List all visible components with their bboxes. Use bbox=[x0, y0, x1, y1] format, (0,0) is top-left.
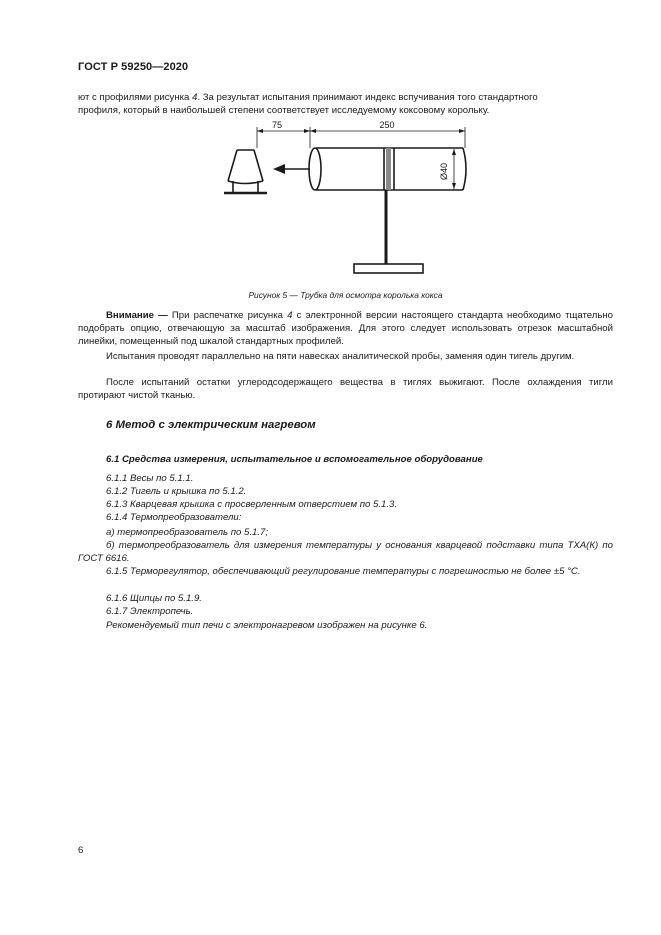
crucible-shape bbox=[224, 150, 267, 193]
figure-5-tube-drawing bbox=[215, 118, 475, 283]
intro-text-b: . За результат испытания принимают индекс вспучивания того стандартного bbox=[197, 92, 538, 103]
intro-line-2: профиля, который в наибольшей степени соответствует исследуемому коксовому корольку. bbox=[78, 105, 490, 116]
dimension-label-diameter: Ø40 bbox=[439, 162, 449, 180]
dimension-line-diameter bbox=[452, 149, 456, 189]
intro-text-a: ют с профилями рисунка bbox=[78, 92, 193, 103]
paragraph-parallel: Испытания проводят параллельно на пяти навесках аналитической пробы, заменяя один тигель другим. bbox=[106, 351, 575, 362]
list-item: Рекомендуемый тип печи с электронагревом изображен на рисунке 6. bbox=[106, 620, 428, 631]
list-item: 6.1.7 Электропечь. bbox=[106, 606, 194, 617]
note-paragraph bbox=[78, 309, 613, 348]
list-item: а) термопреобразователь по 5.1.7; bbox=[106, 527, 269, 538]
direction-arrow bbox=[273, 164, 310, 174]
paragraph-after: После испытаний остатки углеродсодержащего вещества в тиглях выжигают. После охлаждения тигли протирают чистой тканью. bbox=[78, 377, 613, 401]
list-item: б) термопреобразователь для измерения температуры у основания кварцевой подставки типа ТХА(К) по ГОСТ 6616. bbox=[78, 540, 613, 564]
intro-line-1 bbox=[78, 91, 613, 104]
section-title: 6 Метод с электрическим нагревом bbox=[106, 419, 316, 431]
note-label: Внимание — bbox=[106, 310, 168, 321]
list-item: 6.1.2 Тигель и крышка по 5.1.2. bbox=[106, 486, 247, 497]
list-item: 6.1.5 Терморегулятор, обеспечивающий регулирование температуры с погрешностью не более ±5 °С. bbox=[106, 566, 581, 577]
note-figure-ref: 4 bbox=[287, 310, 293, 321]
tube-stand bbox=[354, 190, 423, 273]
dimension-line-75 bbox=[257, 127, 310, 148]
dimension-label-250: 250 bbox=[379, 120, 395, 130]
dimension-line-250 bbox=[310, 127, 465, 148]
dimension-label-75: 75 bbox=[271, 120, 283, 130]
page-number: 6 bbox=[78, 845, 84, 856]
list-item: 6.1.6 Щипцы по 5.1.9. bbox=[106, 593, 202, 604]
note-text-b: с электронной версии настоящего стандарта необходимо тщательно подобрать опцию, отвечающую за масштаб изображения. Для этого следует использовать отрезок масштабной линейки, помещенный под шкалой стандартных профилей. bbox=[78, 310, 614, 347]
subsection-title: 6.1 Средства измерения, испытательное и вспомогательное оборудование bbox=[106, 454, 483, 465]
document-header: ГОСТ Р 59250—2020 bbox=[78, 61, 189, 73]
note-text-a: При распечатке рисунка bbox=[167, 310, 288, 321]
list-item: 6.1.1 Весы по 5.1.1. bbox=[106, 473, 194, 484]
list-item: 6.1.3 Кварцевая крышка с просверленным отверстием по 5.1.3. bbox=[106, 499, 398, 510]
figure-caption: Рисунок 5 — Трубка для осмотра королька кокса bbox=[248, 290, 443, 300]
list-item: 6.1.4 Термопреобразователи: bbox=[106, 512, 242, 523]
intro-figure-ref: 4 bbox=[192, 92, 198, 103]
